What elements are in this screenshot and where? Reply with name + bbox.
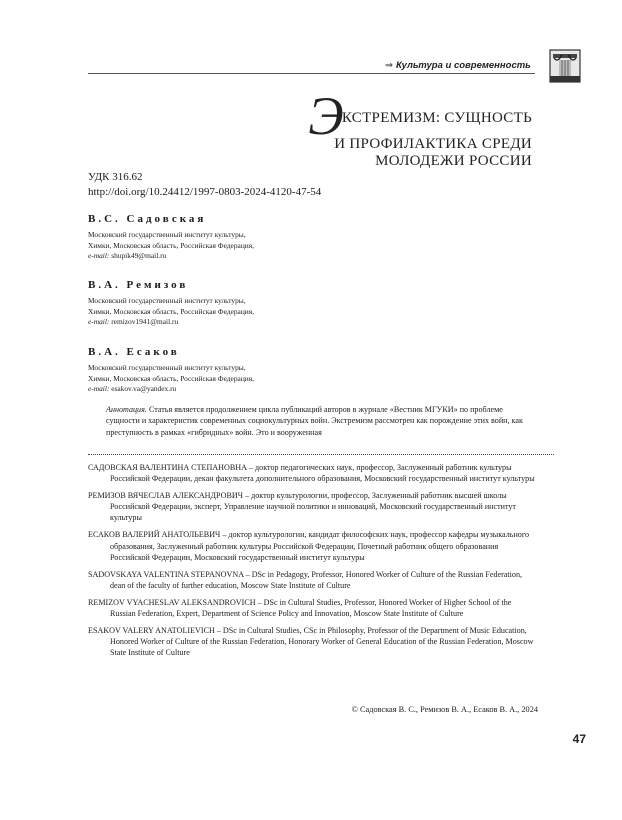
author-block [88, 346, 528, 395]
udc-code: УДК 316.62 [88, 171, 143, 183]
author-name: В.А. Есаков [88, 346, 180, 358]
author-location: Химки, Московская область, Российская Федерация, [88, 240, 254, 250]
author-block [88, 213, 528, 262]
email-label: e-mail: [88, 317, 110, 326]
author-name: В.А. Ремизов [88, 279, 189, 291]
email-label: e-mail: [88, 251, 110, 260]
running-header [385, 60, 531, 71]
author-email[interactable]: esakov.va@yandex.ru [111, 384, 177, 393]
author-email[interactable]: remizov1941@mail.ru [111, 317, 179, 326]
author-name: В.С. Садовская [88, 213, 207, 225]
article-title [242, 86, 532, 170]
bio-entry: SADOVSKAYA VALENTINA STEPANOVNA – DSc in Pedagogy, Professor, Honored Worker of Culture of the Russian Federation, dean of the faculty of further education, Moscow State Institute of Culture [88, 569, 523, 590]
annotation [106, 404, 536, 438]
annotation-label: Аннотация. [106, 405, 147, 414]
header-rule [88, 73, 535, 74]
author-block [88, 279, 528, 328]
author-affiliation: Московский государственный институт культуры, [88, 230, 246, 239]
copyright-notice: © Садовская В. С., Ремизов В. А., Есаков В. А., 2024 [351, 705, 538, 714]
column-capital-icon [548, 48, 582, 84]
bio-entry: ESAKOV VALERY ANATOLIEVICH – DSc in Cultural Studies, CSc in Philosophy, Professor of the Department of Music Education, Honored Worker of Culture of the Russian Federation, Honorary Worker of General Education of the Russian Federation, Moscow State Institute of Culture [88, 626, 534, 658]
section-title: Культура и современность [395, 60, 531, 71]
email-label: e-mail: [88, 384, 110, 393]
bio-entry: САДОВСКАЯ ВАЛЕНТИНА СТЕПАНОВНА – доктор педагогических наук, профессор, Заслуженный работник культуры Российской Федерации, декан факультета дополнительного образования, Московский государственный институт культуры [88, 463, 535, 484]
arrow-icon: ⇒ [385, 60, 393, 71]
author-bios [88, 462, 538, 664]
author-email[interactable]: shupik49@mail.ru [111, 251, 167, 260]
author-affiliation: Московский государственный институт культуры, [88, 296, 246, 305]
page-number: 47 [572, 732, 586, 746]
doi-link[interactable]: http://doi.org/10.24412/1997-0803-2024-4120-47-54 [88, 186, 322, 198]
title-line-3: МОЛОДЕЖИ РОССИИ [375, 153, 532, 169]
author-affiliation: Московский государственный институт культуры, [88, 363, 246, 372]
author-location: Химки, Московская область, Российская Федерация, [88, 306, 254, 316]
title-initial: Э [308, 86, 344, 146]
bio-entry: ЕСАКОВ ВАЛЕРИЙ АНАТОЛЬЕВИЧ – доктор культурологии, кандидат философских наук, профессор кафедры музыкального образования, Заслуженный работник культуры Российской Федерации, Почетный работник общего образования Российской Федерации, Московский государственный институт культуры [88, 530, 529, 562]
author-location: Химки, Московская область, Российская Федерация, [88, 373, 254, 383]
bio-entry: РЕМИЗОВ ВЯЧЕСЛАВ АЛЕКСАНДРОВИЧ – доктор культурологии, профессор, Заслуженный работник высшей школы Российской Федерации, эксперт, Управление научной политики и инноваций, Московский государственный институт культуры [88, 491, 516, 523]
bio-entry: REMIZOV VYACHESLAV ALEKSANDROVICH – DSc in Cultural Studies, Professor, Honored Worker of Higher School of the Russian Federation, Expert, Department of Science Policy and Innovation, Moscow State Institute of Culture [88, 597, 512, 619]
dotted-divider [88, 454, 554, 455]
title-line-1: КСТРЕМИЗМ: СУЩНОСТЬ [341, 110, 532, 126]
annotation-text: Статья является продолжением цикла публикаций авторов в журнале «Вестник МГУКИ» по проблеме сущности и характеристик современных социокультурных войн. Экстремизм рассмотрен как порождение этих войн, как преступность в рамках «гибридных» войн. Это и вооруженная [106, 405, 523, 437]
title-line-2: И ПРОФИЛАКТИКА СРЕДИ [334, 136, 532, 152]
